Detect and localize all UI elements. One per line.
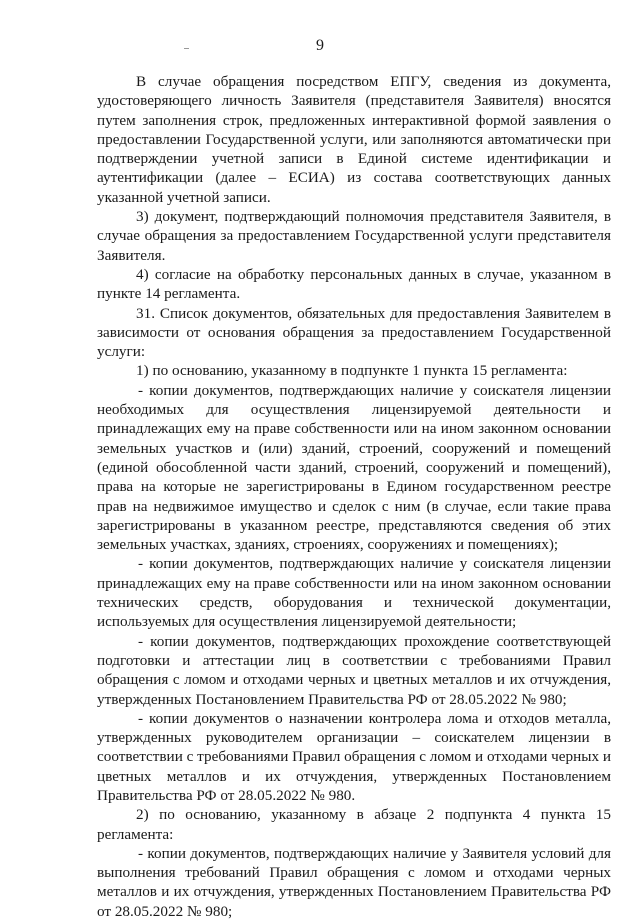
paragraph-item-4-personal-data-consent: 4) согласие на обработку персональных данных в случае, указанном в пункте 14 регламента.	[97, 265, 611, 303]
paragraph-basis-2: 2) по основанию, указанному в абзаце 2 подпункта 4 пункта 15 регламента:	[97, 806, 611, 843]
paragraph-basis-1: 1) по основанию, указанному в подпункте 1 пункта 15 регламента:	[136, 362, 568, 380]
paragraph-item-3-representative-authority: 3) документ, подтверждающий полномочия представителя Заявителя, в случае обращения за предоставлением Государственной услуги представителя Заявителя.	[97, 208, 611, 264]
paragraph-training-attestation-copies: - копии документов, подтверждающих прохождение соответствующей подготовки и аттестации лиц в соответствии с требованиями Правил обращения с ломом и отходами черных и цветных металлов и их отчуждения, утвержденных Постановлением Правительства РФ от 28.05.2022 № 980;	[97, 632, 611, 708]
paragraph-technical-means-copies: - копии документов, подтверждающих наличие у соискателя лицензии принадлежащих ему на праве собственности или на ином законном основании технических средств, оборудования и технической документации, используемых для осуществления лицензируемой деятельности;	[97, 555, 611, 631]
paragraph-epgu-identity: В случае обращения посредством ЕПГУ, сведения из документа, удостоверяющего личность Заявителя (представителя Заявителя) вносятся путем заполнения строк, предложенных интерактивной формой заявления о предоставлении Государственной услуги, или заполняются автоматически при подтверждении учетной записи в Единой системе идентификации и аутентификации (далее – ЕСИА) из состава соответствующих данных указанной учетной записи.	[97, 73, 611, 206]
document-body	[97, 72, 611, 921]
page-number: 9	[316, 37, 324, 54]
paragraph-land-buildings-copies: - копии документов, подтверждающих наличие у соискателя лицензии необходимых для осуществления лицензируемой деятельности и принадлежащих ему на праве собственности или на ином законном основании земельных участков и (или) зданий, строений, сооружений и помещений (единой обособленной части зданий, строений, сооружений и помещений), права на которые не зарегистрированы в Едином государственном реестре прав на недвижимое имущество и сделок с ним (в случае, если такие права зарегистрированы в указанном реестре, представляются сведения об этих земельных участках, зданиях, строениях, сооружениях и помещениях);	[97, 381, 611, 554]
paragraph-31-required-documents: 31. Список документов, обязательных для предоставления Заявителем в зависимости от основания обращения за предоставлением Государственной услуги:	[97, 304, 611, 361]
paragraph-conditions-copies: - копии документов, подтверждающих наличие у Заявителя условий для выполнения требований Правил обращения с ломом и отходами черных металлов и их отчуждения, утвержденных Постановлением Правительства РФ от 28.05.2022 № 980;	[97, 844, 611, 920]
paragraph-controller-appointment-copies: - копии документов о назначении контролера лома и отходов металла, утвержденных руководителем организации – соискателем лицензии в соответствии с требованиями Правил обращения с ломом и отходами черных и цветных металлов и их отчуждения, утвержденных Постановлением Правительства РФ от 28.05.2022 № 980.	[97, 709, 611, 804]
scan-mark	[184, 48, 189, 49]
